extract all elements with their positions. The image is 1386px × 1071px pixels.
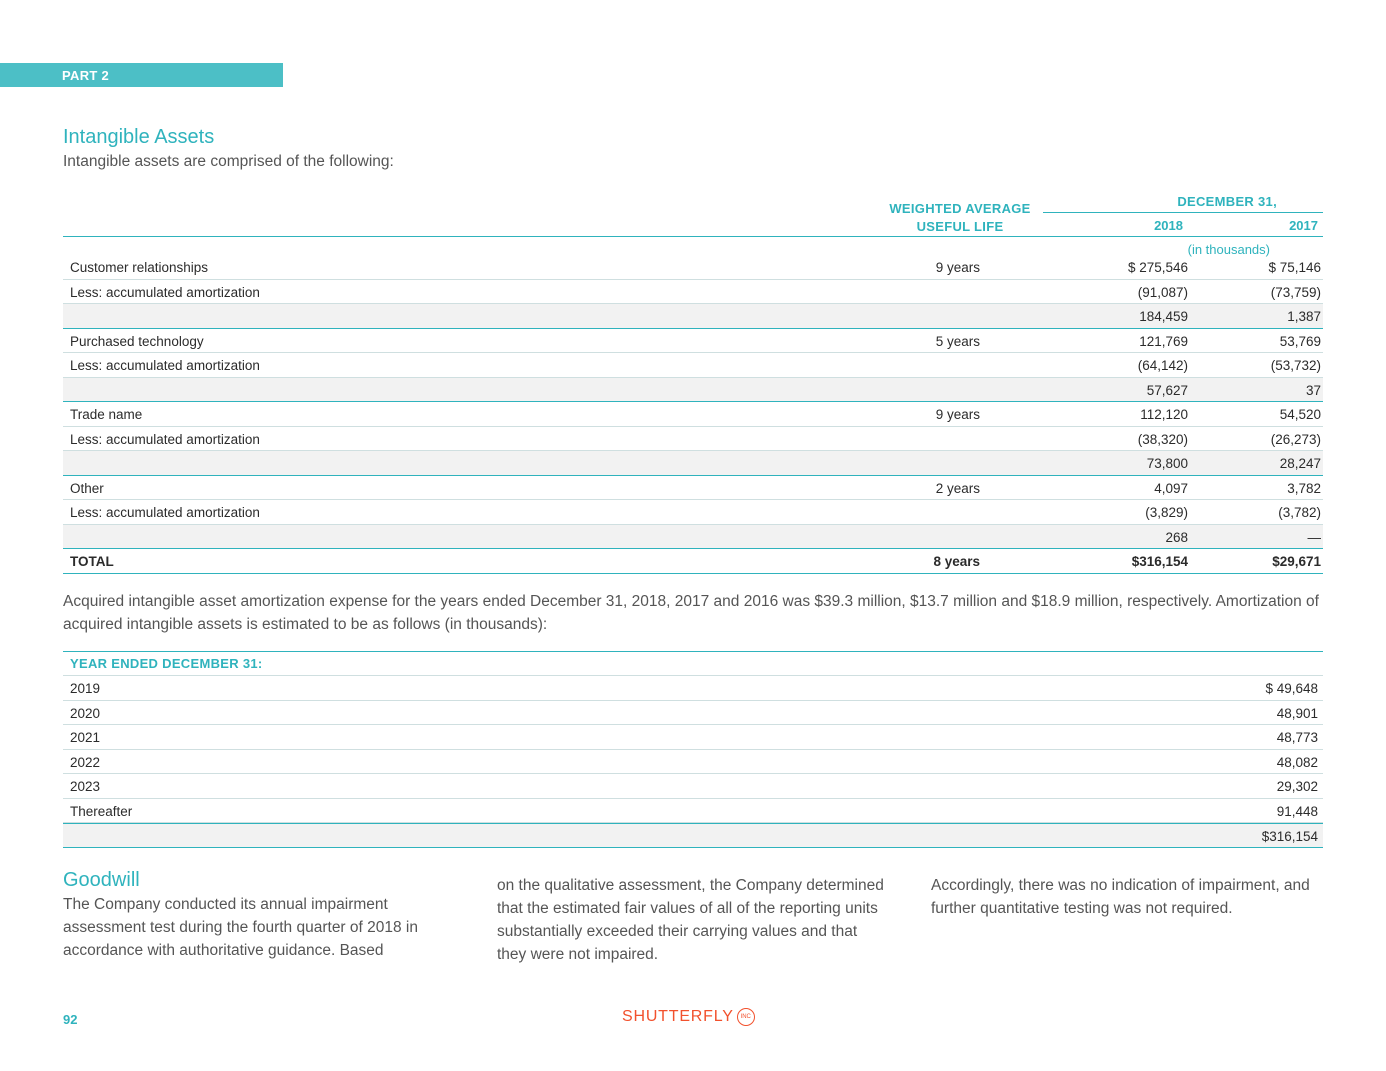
header-year-2018: 2018	[1154, 218, 1183, 233]
header-units: (in thousands)	[1187, 242, 1270, 257]
schedule-row	[63, 725, 1323, 750]
table-row	[63, 255, 1323, 280]
row-value-2018: 57,627	[1146, 382, 1188, 398]
part-banner: PART 2	[0, 63, 283, 87]
schedule-row	[63, 799, 1323, 824]
schedule-year: 2023	[70, 779, 101, 794]
row-value-2017: 28,247	[1279, 456, 1321, 471]
row-value-2018: 112,120	[1140, 407, 1188, 422]
subtotal-row	[63, 378, 1323, 403]
row-value-2018: 73,800	[1146, 456, 1188, 471]
amortization-paragraph: Acquired intangible asset amortization expense for the years ended December 31, 2018, 2017 and 2016 was $39.3 million, $13.7 million and $18.9 million, respectively. Amortization of acquired intangible assets is estimated to be as follows (in thousands):	[63, 593, 1319, 633]
row-label: Other	[70, 480, 104, 496]
schedule-amount: 29,302	[1276, 779, 1318, 794]
schedule-total-row	[63, 823, 1323, 848]
schedule-header: YEAR ENDED DECEMBER 31:	[63, 652, 1323, 676]
row-value-2018: 184,459	[1139, 309, 1188, 324]
row-value-2017: $ 75,146	[1268, 260, 1321, 275]
schedule-row	[63, 676, 1323, 701]
row-useful-life: 8 years	[933, 554, 980, 569]
subtotal-row	[63, 525, 1323, 550]
goodwill-column-1: The Company conducted its annual impairment assessment test during the fourth quarter of 2018 in accordance with authoritative guidance. Based	[63, 896, 418, 959]
header-year-2017: 2017	[1289, 218, 1318, 233]
subtotal-row	[63, 304, 1323, 329]
row-value-2017: (73,759)	[1270, 284, 1321, 300]
row-value-2017: 37	[1305, 382, 1321, 398]
row-useful-life: 9 years	[935, 407, 980, 422]
row-label: Customer relationships	[70, 260, 209, 275]
row-value-2018: (3,829)	[1145, 505, 1188, 520]
row-useful-life: 9 years	[935, 260, 980, 275]
row-value-2017: 3,782	[1287, 480, 1321, 496]
schedule-year: 2020	[70, 705, 101, 721]
row-value-2018: 268	[1165, 529, 1188, 545]
row-value-2018: 4,097	[1154, 480, 1188, 496]
row-value-2017: 54,520	[1279, 407, 1321, 422]
row-label: Less: accumulated amortization	[70, 505, 260, 520]
row-value-2018: (91,087)	[1137, 284, 1188, 300]
schedule-amount: 48,901	[1276, 705, 1318, 721]
row-label: Purchased technology	[70, 333, 204, 349]
header-weighted-average	[880, 200, 1040, 236]
row-value-2017: —	[1307, 529, 1321, 545]
section-title: Intangible Assets	[63, 126, 215, 148]
row-value-2018: (38,320)	[1137, 431, 1188, 447]
header-wavg-line1: WEIGHTED AVERAGE	[889, 201, 1031, 216]
schedule-amount: $ 49,648	[1265, 681, 1318, 696]
total-row	[63, 549, 1323, 574]
schedule-row	[63, 701, 1323, 726]
brand-name: SHUTTERFLY	[622, 1008, 734, 1025]
schedule-row	[63, 750, 1323, 775]
table-row	[63, 500, 1323, 525]
brand-inc-badge: INC	[737, 1008, 755, 1026]
row-label: Less: accumulated amortization	[70, 431, 260, 447]
schedule-rows	[63, 676, 1323, 823]
schedule-amount: 91,448	[1276, 803, 1318, 819]
row-value-2017: (53,732)	[1270, 358, 1321, 373]
row-value-2018: $ 275,546	[1127, 260, 1188, 275]
schedule-year: Thereafter	[70, 803, 133, 819]
table-row	[63, 353, 1323, 378]
table-row	[63, 476, 1323, 501]
schedule-year: 2021	[70, 730, 101, 745]
page-number: 92	[63, 1012, 78, 1027]
brand-logo	[622, 1008, 755, 1026]
section-intro: Intangible assets are comprised of the following:	[63, 153, 394, 170]
header-wavg-line2: USEFUL LIFE	[916, 219, 1004, 234]
schedule-total-value: $316,154	[1261, 829, 1318, 844]
goodwill-title: Goodwill	[63, 869, 140, 891]
schedule-amount: 48,082	[1276, 754, 1318, 770]
header-december-rule	[1043, 212, 1323, 213]
header-rule	[63, 236, 1323, 237]
goodwill-column-3: Accordingly, there was no indication of impairment, and further quantitative testing was not required.	[931, 877, 1310, 917]
row-value-2018: $316,154	[1131, 554, 1188, 569]
schedule-year: 2022	[70, 754, 101, 770]
row-value-2017: (3,782)	[1278, 505, 1321, 520]
header-december: DECEMBER 31,	[1177, 194, 1277, 209]
row-value-2017: 1,387	[1287, 309, 1321, 324]
table-row	[63, 402, 1323, 427]
schedule-amount: 48,773	[1276, 730, 1318, 745]
table-row	[63, 329, 1323, 354]
subtotal-row	[63, 451, 1323, 476]
schedule-year: 2019	[70, 681, 101, 696]
table-row	[63, 280, 1323, 305]
row-value-2017: 53,769	[1279, 333, 1321, 349]
goodwill-column-2: on the qualitative assessment, the Company determined that the estimated fair values of all of the reporting units substantially exceeded their carrying values and that they were not impaired.	[497, 877, 884, 963]
row-useful-life: 5 years	[935, 333, 980, 349]
row-value-2017: $29,671	[1272, 554, 1321, 569]
schedule-row	[63, 774, 1323, 799]
table-row	[63, 427, 1323, 452]
row-label: Less: accumulated amortization	[70, 358, 260, 373]
amortization-schedule-table	[63, 651, 1323, 848]
row-label: TOTAL	[70, 554, 114, 569]
row-value-2017: (26,273)	[1270, 431, 1321, 447]
row-value-2018: 121,769	[1139, 333, 1188, 349]
row-value-2018: (64,142)	[1137, 358, 1188, 373]
row-label: Trade name	[70, 407, 143, 422]
row-useful-life: 2 years	[935, 480, 980, 496]
intangible-rows	[63, 255, 1323, 574]
row-label: Less: accumulated amortization	[70, 284, 260, 300]
